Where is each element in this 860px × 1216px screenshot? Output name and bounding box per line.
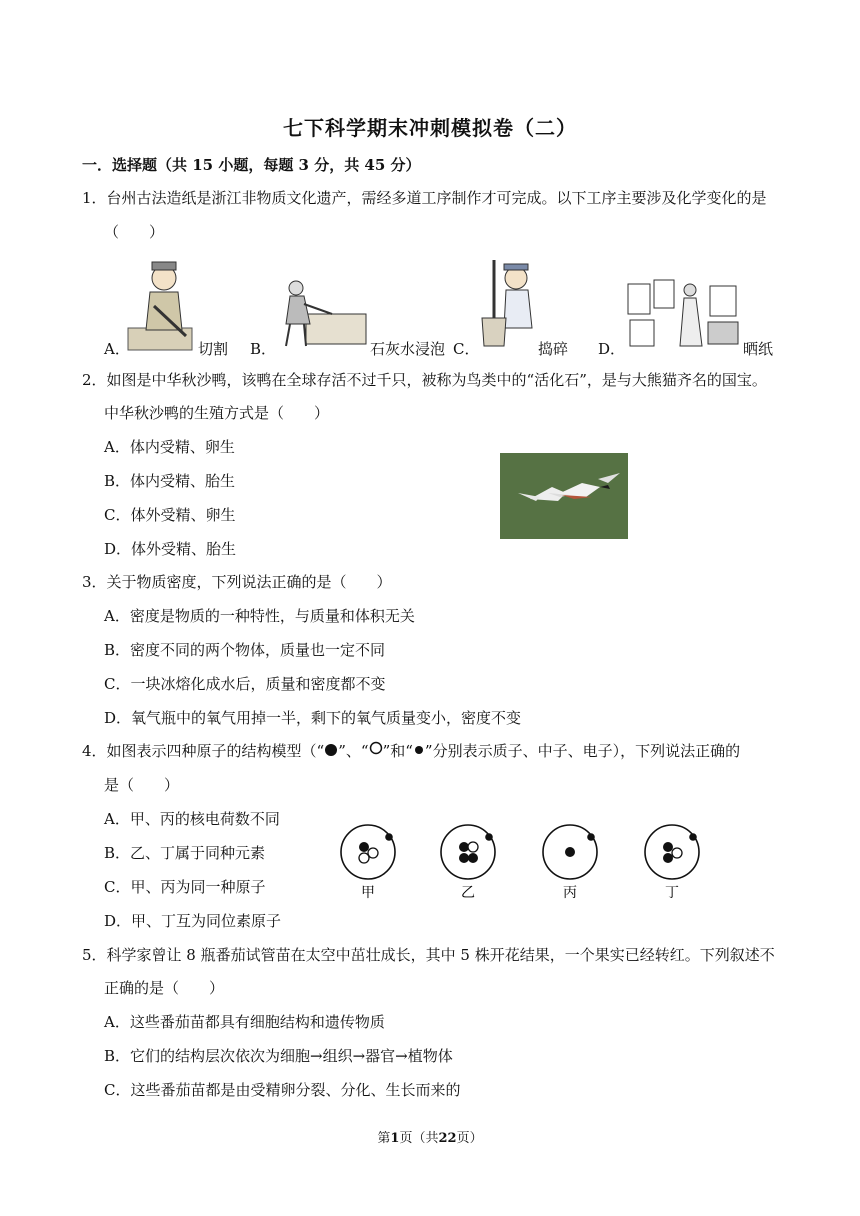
question-5-option-b: B．它们的结构层次依次为细胞→组织→器官→植物体 bbox=[104, 1047, 453, 1065]
question-2-stem: 2．如图是中华秋沙鸭，该鸭在全球存活不过千只，被称为鸟类中的“活化石”，是与大熊猫齐名的国宝。 bbox=[82, 371, 767, 389]
option-b-letter: B． bbox=[250, 340, 277, 358]
question-5-option-c: C．这些番茄苗都是由受精卵分裂、分化、生长而来的 bbox=[104, 1081, 461, 1099]
proton-icon bbox=[324, 743, 338, 757]
option-c-letter: C． bbox=[453, 340, 480, 358]
footer-mid: 页（共 bbox=[399, 1131, 439, 1146]
question-4-option-c: C．甲、丙为同一种原子 bbox=[104, 878, 266, 896]
question-3-stem: 3．关于物质密度，下列说法正确的是（ ） bbox=[82, 573, 392, 591]
footer-total-pages: 22 bbox=[438, 1131, 457, 1146]
question-4-option-d: D．甲、丁互为同位素原子 bbox=[104, 912, 282, 930]
option-a-letter: A． bbox=[104, 340, 130, 358]
cutting-illustration bbox=[124, 256, 196, 352]
q4-stem-part1: 4．如图表示四种原子的结构模型（“ bbox=[82, 742, 325, 760]
electron-icon bbox=[413, 744, 425, 756]
question-3-option-d: D．氧气瓶中的氧气用掉一半，剩下的氧气质量变小，密度不变 bbox=[104, 709, 522, 727]
question-2-option-b: B．体内受精、胎生 bbox=[104, 472, 236, 490]
option-c-label: 捣碎 bbox=[538, 340, 569, 358]
atom-bing bbox=[543, 825, 597, 879]
question-4-stem-cont: 是（ ） bbox=[104, 776, 180, 794]
question-2-stem-cont: 中华秋沙鸭的生殖方式是（ ） bbox=[104, 404, 330, 422]
section-heading: 一．选择题（共 15 小题，每题 3 分，共 45 分） bbox=[82, 156, 421, 174]
question-4-stem bbox=[82, 741, 740, 761]
footer-page-number: 1 bbox=[390, 1131, 400, 1146]
question-5-stem: 5．科学家曾让 8 瓶番茄试管苗在太空中茁壮成长，其中 5 株开花结果，一个果实已经转红。下列叙述不 bbox=[82, 946, 775, 964]
question-5-stem-cont: 正确的是（ ） bbox=[104, 979, 225, 997]
option-a-label: 切割 bbox=[198, 340, 229, 358]
question-4-option-b: B．乙、丁属于同种元素 bbox=[104, 844, 266, 862]
option-d-label: 晒纸 bbox=[743, 340, 774, 358]
atom-label-yi: 乙 bbox=[461, 885, 475, 901]
question-2-option-d: D．体外受精、胎生 bbox=[104, 540, 237, 558]
question-1-bracket: （ ） bbox=[104, 223, 165, 241]
page-footer bbox=[0, 1127, 860, 1146]
q4-stem-part3: ”和“ bbox=[382, 742, 413, 760]
merganser-photo bbox=[500, 453, 628, 539]
page-title: 七下科学期末冲刺模拟卷（二） bbox=[283, 116, 577, 140]
atom-label-ding: 丁 bbox=[665, 885, 679, 901]
atom-ding bbox=[645, 825, 699, 879]
q4-stem-part2: ”、“ bbox=[338, 742, 369, 760]
pounding-illustration bbox=[478, 258, 536, 350]
question-2-option-a: A．体内受精、卵生 bbox=[104, 438, 235, 456]
question-5-option-a: A．这些番茄苗都具有细胞结构和遗传物质 bbox=[104, 1013, 385, 1031]
atom-jia bbox=[341, 825, 395, 879]
atom-label-jia: 甲 bbox=[361, 885, 375, 901]
option-b-label: 石灰水浸泡 bbox=[370, 340, 446, 358]
question-3-option-b: B．密度不同的两个物体，质量也一定不同 bbox=[104, 641, 386, 659]
atom-label-bing: 丙 bbox=[563, 885, 577, 901]
question-3-option-a: A．密度是物质的一种特性，与质量和体积无关 bbox=[104, 607, 415, 625]
q4-stem-part4: ”分别表示质子、中子、电子），下列说法正确的 bbox=[424, 742, 741, 760]
footer-pre: 第 bbox=[377, 1131, 391, 1146]
question-3-option-c: C．一块冰熔化成水后，质量和密度都不变 bbox=[104, 675, 386, 693]
atom-models-figure bbox=[330, 818, 710, 904]
question-2-option-c: C．体外受精、卵生 bbox=[104, 506, 236, 524]
atom-yi bbox=[441, 825, 495, 879]
question-1-stem: 1．台州古法造纸是浙江非物质文化遗产，需经多道工序制作才可完成。以下工序主要涉及化学变化的是 bbox=[82, 189, 767, 207]
question-4-option-a: A．甲、丙的核电荷数不同 bbox=[104, 810, 280, 828]
footer-post: 页） bbox=[456, 1131, 483, 1146]
lime-soaking-illustration bbox=[276, 278, 368, 350]
neutron-icon bbox=[369, 741, 383, 755]
option-d-letter: D． bbox=[598, 340, 626, 358]
drying-paper-illustration bbox=[624, 276, 742, 352]
